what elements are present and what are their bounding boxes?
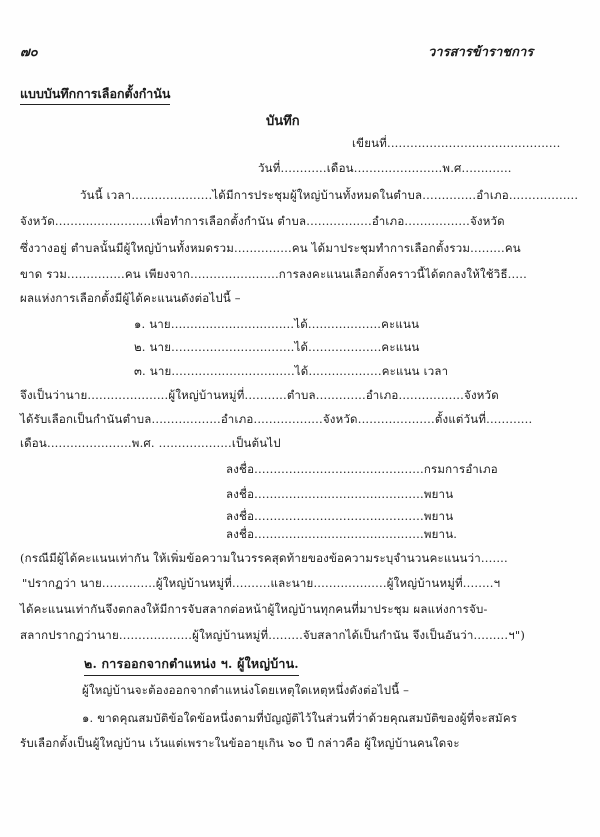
doc-heading: บันทึก: [266, 114, 300, 129]
tie-note-line-4: สลากปรากฏว่านาย...................ผู้ใหญ่บ้านหมู่ที่.........จับสลากได้เป็นกำนัน จึงเป็นอันว่า.........ฯ"): [20, 628, 526, 642]
tie-note-line-3: ได้คะแนนเท่ากันจึงตกลงให้มีการจับสลากต่อหน้าผู้ใหญ่บ้านทุกคนที่มาประชุม ผลแห่งการจับ-: [20, 602, 488, 616]
tie-note-line-2: "ปรากฏว่า นาย..............ผู้ใหญ่บ้านหมู่ที่..........และนาย...................ผู้ใหญ่บ้านหมู่ที่........ฯ: [22, 576, 501, 590]
section-2-item-1-cont: รับเลือกตั้งเป็นผู้ใหญ่บ้าน เว้นแต่เพราะในข้ออายุเกิน ๖๐ ปี กล่าวคือ ผู้ใหญ่บ้านคนใดจะ: [20, 736, 460, 750]
candidate-line-2: ๒. นาย................................ได้...................คะแนน: [134, 340, 420, 354]
body-line-1: วันนี้ เวลา.....................ได้มีการประชุมผู้ใหญ่บ้านทั้งหมดในตำบล..............อำเภอ..................: [80, 188, 579, 202]
page-number: ๗๐: [20, 45, 38, 60]
section-2-heading: ๒. การออกจากตำแหน่ง ฯ. ผู้ใหญ่บ้าน.: [84, 654, 299, 676]
date-line: วันที่............เดือน.......................พ.ศ.............: [258, 161, 512, 175]
signature-witness-1: ลงชื่อ............................................พยาน: [226, 487, 454, 501]
section-2-item-1: ๑. ขาดคุณสมบัติข้อใดข้อหนึ่งตามที่บัญญัติไว้ในส่วนที่ว่าด้วยคุณสมบัติของผู้ที่จะสมัคร: [82, 711, 518, 725]
result-line-3: เดือน......................พ.ศ. ...................เป็นต้นไป: [20, 436, 281, 450]
results-intro: ผลแห่งการเลือกตั้งมีผู้ได้คะแนนดังต่อไปนี้ –: [20, 291, 241, 305]
candidate-line-1: ๑. นาย................................ได้...................คะแนน: [134, 317, 420, 331]
signature-official: ลงชื่อ............................................กรมการอำเภอ: [226, 462, 498, 476]
result-line-1: จึงเป็นว่านาย.....................ผู้ใหญ่บ้านหมู่ที่...........ตำบล.............อำเภอ.................จังหวัด: [20, 388, 499, 402]
tie-note-line-1: (กรณีมีผู้ได้คะแนนเท่ากัน ให้เพิ่มข้อความในวรรคสุดท้ายของข้อความระบุจำนวนคะแนนว่า.......: [20, 551, 508, 565]
signature-witness-2: ลงชื่อ............................................พยาน: [226, 509, 454, 523]
section-2-intro: ผู้ใหญ่บ้านจะต้องออกจากตำแหน่งโดยเหตุใดเหตุหนึ่งดังต่อไปนี้ –: [82, 683, 410, 697]
signature-witness-3: ลงชื่อ............................................พยาน.: [226, 527, 458, 541]
candidate-line-3: ๓. นาย................................ได้...................คะแนน เวลา: [134, 364, 449, 378]
running-header: วารสารข้าราชการ: [428, 45, 534, 60]
written-at-line: เขียนที่.............................................: [352, 136, 561, 150]
body-line-2: จังหวัด.........................เพื่อทำการเลือกตั้งกำนัน ตำบล.................อำเภอ.................จังหวัด: [20, 214, 505, 228]
form-title: แบบบันทึกการเลือกตั้งกำนัน: [20, 84, 170, 105]
body-line-3: ซึ่งวางอยู่ ตำบลนั้นมีผู้ใหญ่บ้านทั้งหมดรวม...............คน ได้มาประชุมทำการเลือกตั้งรวม.........คน: [20, 241, 521, 255]
body-line-4: ขาด รวม...............คน เพียงจาก.......................การลงคะแนนเลือกตั้งคราวนี้ได้ตกลงให้ใช้วิธี.....: [20, 267, 527, 281]
result-line-2: ได้รับเลือกเป็นกำนันตำบล..................อำเภอ..................จังหวัด....................ตั้งแต่วันที่............: [20, 412, 533, 426]
